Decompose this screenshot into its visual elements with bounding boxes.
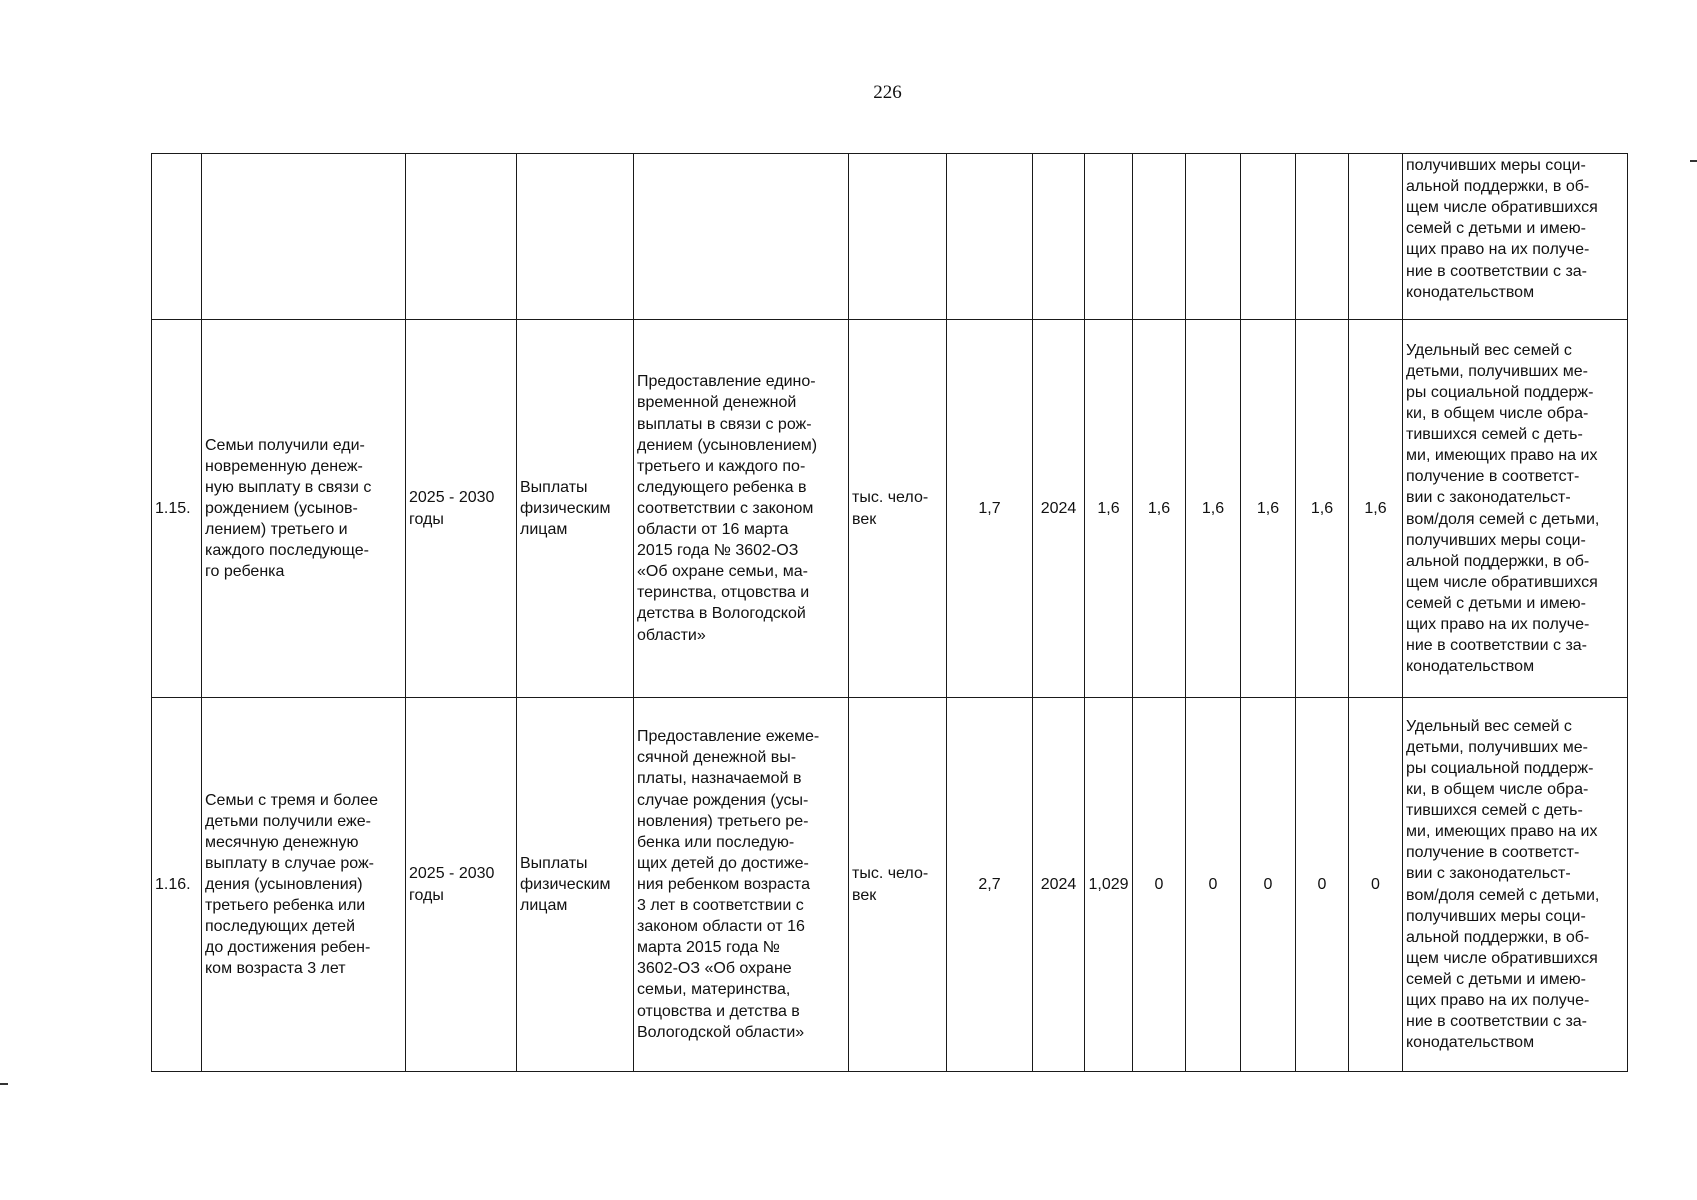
cell-base-value [947,154,1033,320]
cell-value-2: 0 [1133,698,1186,1072]
cell-value-2 [1133,154,1186,320]
cell-num: 1.16. [152,698,202,1072]
cell-num: 1.15. [152,320,202,698]
cell-indicator: Удельный вес семей с детьми, получивших ме- ры социальной поддерж- ки, в общем числе обра- тившихся семей с деть- ми, имеющих право на их получение в соответст- вии с законодательст- вом/доля семей с детьми, получивших меры соци- альной поддержки, в об- щем числе обратившихся семей с детьми и имею- щих право на их получе- ние в соответствии с за- конодательством [1403,320,1628,698]
cell-num [152,154,202,320]
cell-base-year [1033,154,1085,320]
cell-base-value: 2,7 [947,698,1033,1072]
cell-period [406,154,517,320]
cell-value-5: 1,6 [1296,320,1349,698]
margin-mark-right [1690,160,1697,162]
cell-value-4 [1241,154,1296,320]
cell-value-4: 1,6 [1241,320,1296,698]
cell-description [634,154,849,320]
cell-value-3: 1,6 [1186,320,1241,698]
cell-value-4: 0 [1241,698,1296,1072]
cell-type: Выплаты физическим лицам [517,698,634,1072]
cell-base-value: 1,7 [947,320,1033,698]
cell-value-6 [1349,154,1403,320]
cell-base-year: 2024 [1033,698,1085,1072]
cell-value-6: 0 [1349,698,1403,1072]
cell-type: Выплаты физическим лицам [517,320,634,698]
cell-period: 2025 - 2030 годы [406,320,517,698]
cell-description: Предоставление едино- временной денежной выплаты в связи с рож- дением (усыновлением) третьего и каждого по- следующего ребенка в соответствии с законом области от 16 марта 2015 года № 3602-ОЗ «Об охране семьи, ма- теринства, отцовства и детства в Вологодской области» [634,320,849,698]
cell-value-5 [1296,154,1349,320]
cell-value-3 [1186,154,1241,320]
cell-unit [849,154,947,320]
cell-value-6: 1,6 [1349,320,1403,698]
cell-unit: тыс. чело- век [849,698,947,1072]
cell-period: 2025 - 2030 годы [406,698,517,1072]
cell-value-1: 1,029 [1085,698,1133,1072]
cell-value-1 [1085,154,1133,320]
cell-value-2: 1,6 [1133,320,1186,698]
cell-value-1: 1,6 [1085,320,1133,698]
cell-name [202,154,406,320]
table-row-continuation [152,154,1628,320]
cell-name: Семьи с тремя и более детьми получили еже- месячную денежную выплату в случае рож- дения (усыновления) третьего ребенка или последующих детей до достижения ребен- ком возраста 3 лет [202,698,406,1072]
cell-indicator: Удельный вес семей с детьми, получивших ме- ры социальной поддерж- ки, в общем числе обра- тившихся семей с деть- ми, имеющих право на их получение в соответст- вии с законодательст- вом/доля семей с детьми, получивших меры соци- альной поддержки, в об- щем числе обратившихся семей с детьми и имею- щих право на их получе- ние в соответствии с за- конодательством [1403,698,1628,1072]
table-row [152,698,1628,1072]
cell-value-3: 0 [1186,698,1241,1072]
margin-mark-left [0,1083,8,1085]
page-number: 226 [873,82,902,103]
cell-type [517,154,634,320]
table-row [152,320,1628,698]
cell-base-year: 2024 [1033,320,1085,698]
cell-description: Предоставление ежеме- сячной денежной вы- платы, назначаемой в случае рождения (усы- новления) третьего ре- бенка или последую- щих детей до достиже- ния ребенком возраста 3 лет в соответствии с законом области от 16 марта 2015 года № 3602-ОЗ «Об охране семьи, материнства, отцовства и детства в Вологодской области» [634,698,849,1072]
cell-name: Семьи получили еди- новременную денеж- ную выплату в связи с рождением (усынов- лением) третьего и каждого последующе- го ребенка [202,320,406,698]
cell-indicator: получивших меры соци- альной поддержки, в об- щем числе обратившихся семей с детьми и имею- щих право на их получе- ние в соответствии с за- конодательством [1403,154,1628,320]
cell-unit: тыс. чело- век [849,320,947,698]
indicators-table [151,153,1628,1072]
cell-value-5: 0 [1296,698,1349,1072]
